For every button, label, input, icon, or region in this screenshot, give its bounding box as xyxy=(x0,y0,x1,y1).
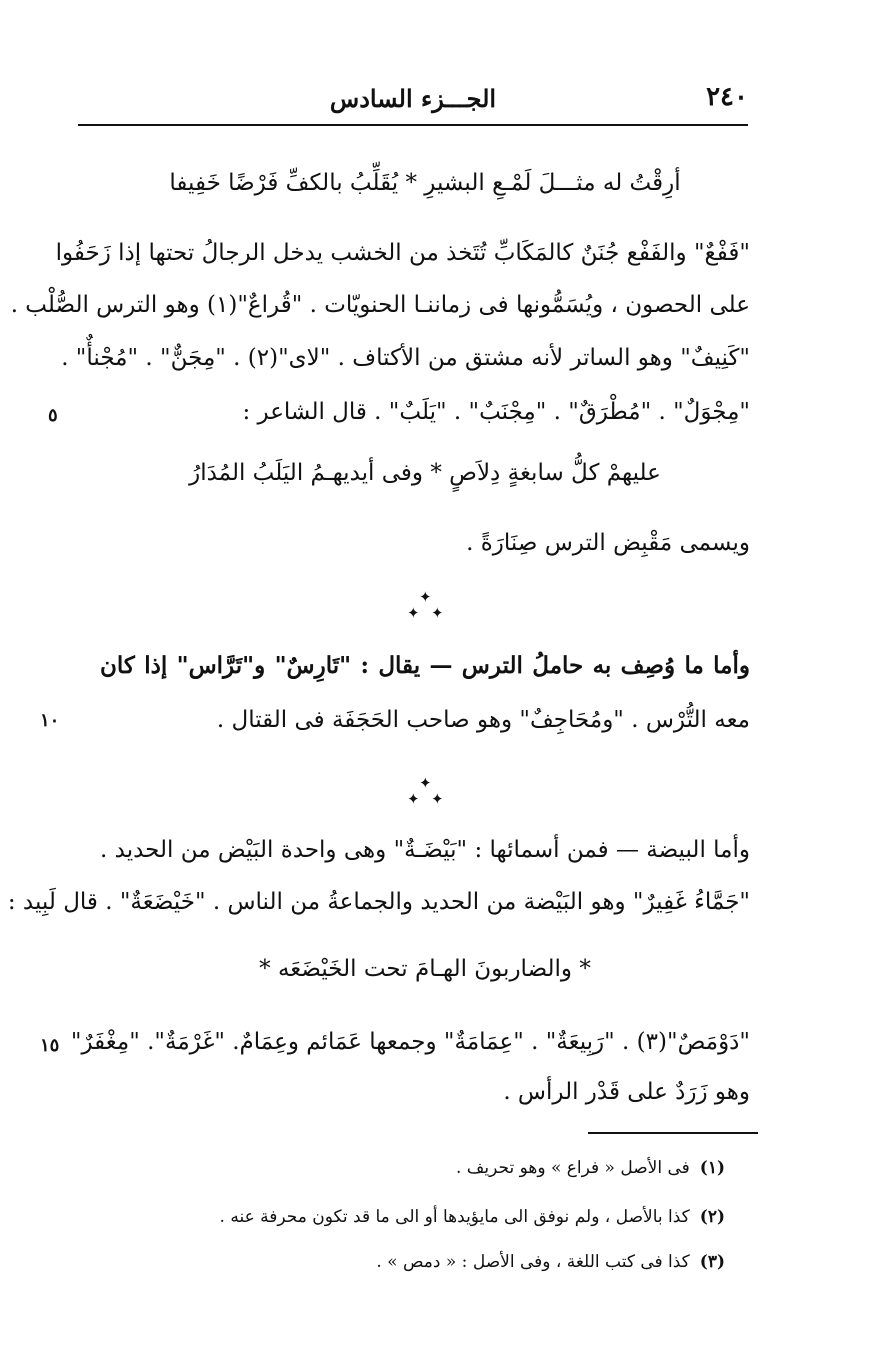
footnote-text: فى الأصل « فراع » وهو تحريف . xyxy=(455,1158,690,1178)
footnote-text: كذا بالأصل ، ولم نوفق الى مايؤيدها أو الى ما قد تكون محرفة عنه . xyxy=(219,1207,690,1227)
line-number-5: ٥ xyxy=(48,405,58,426)
page-number: ٢٤٠ xyxy=(706,82,748,112)
body-line-9: "جَمَّاءُ غَفِيرٌ" وهو البَيْضة من الحديد والجماعةُ من الناس . "خَيْضَعَةٌ" . قال لَبِيد : xyxy=(7,889,750,915)
footnote-number: (١) xyxy=(699,1158,725,1178)
body-line-4: "مِجْوَلٌ" . "مُطْرَقٌ" . "مِجْنَبٌ" . "يَلَبٌ" . قال الشاعر : xyxy=(242,399,750,425)
body-line-5: ويسمى مَقْبِض الترس صِنَارَةً . xyxy=(466,530,750,556)
section-divider-2: ✦ ✦ ✦ xyxy=(407,774,444,808)
body-line-2: على الحصون ، ويُسَمُّونها فى زماننـا الحنويّات . "قُراعٌ"(١) وهو الترس الصُّلْب . xyxy=(10,292,750,318)
footnote-rule xyxy=(588,1132,758,1134)
footnote-1 xyxy=(456,1156,725,1180)
footnote-number: (٣) xyxy=(699,1252,725,1272)
running-title: الجـــزء السادس xyxy=(329,84,497,113)
page-header xyxy=(78,78,748,122)
footnote-number: (٢) xyxy=(699,1207,725,1227)
verse-line-1: أرِقْتُ له مثـــلَ لَمْـعِ البشيرِ * يُقَلِّبُ بالكفِّ فَرْضًا خَفِيفا xyxy=(169,170,681,196)
footnote-3 xyxy=(376,1250,725,1274)
verse-line-3: * والضاربونَ الهـامَ تحت الخَيْضَعَه * xyxy=(259,956,591,982)
footnote-text: كذا فى كتب اللغة ، وفى الأصل : « دمص » . xyxy=(376,1252,690,1272)
body-line-6: وأما ما وُصِف به حاملُ الترس — يقال : "تَارِسٌ" و"تَرَّاس" إذا كان xyxy=(100,652,750,679)
body-line-11: وهو زَرَدٌ على قَدْر الرأس . xyxy=(503,1079,750,1105)
header-rule xyxy=(78,124,748,126)
body-line-8: وأما البيضة — فمن أسمائها : "بَيْضَـةٌ" وهى واحدة البَيْض من الحديد . xyxy=(100,837,750,863)
body-line-7: معه التُّرْس . "ومُحَاجِفٌ" وهو صاحب الحَجَفَة فى القتال . xyxy=(216,707,750,733)
body-line-3: "كَنِيفٌ" وهو الساتر لأنه مشتق من الأكتاف . "لاى"(٢) . "مِجَنٌّ" . "مُجْنأٌ" . xyxy=(61,345,750,371)
line-number-15: ١٥ xyxy=(40,1035,60,1056)
verse-line-2: عليهمْ كلُّ سابغةٍ دِلاَصٍ * وفى أيديهـمُ اليَلَبُ المُدَارُ xyxy=(189,460,661,486)
footnote-2 xyxy=(220,1205,725,1229)
section-divider-1: ✦ ✦ ✦ xyxy=(407,588,444,622)
line-number-10: ١٠ xyxy=(40,710,60,731)
body-line-1: "فَفْعٌ" والفَفْع جُنَنٌ كالمَكَابِّ تُتَخذ من الخشب يدخل الرجالُ تحتها إذا زَحَفُوا xyxy=(55,240,750,266)
body-line-10: "دَوْمَصٌ"(٣) . "رَبِيعَةٌ" . "عِمَامَةٌ" وجمعها عَمَائم وعِمَامٌ. "غَرْمَةٌ". "مِغْفَرٌ" xyxy=(70,1029,750,1055)
